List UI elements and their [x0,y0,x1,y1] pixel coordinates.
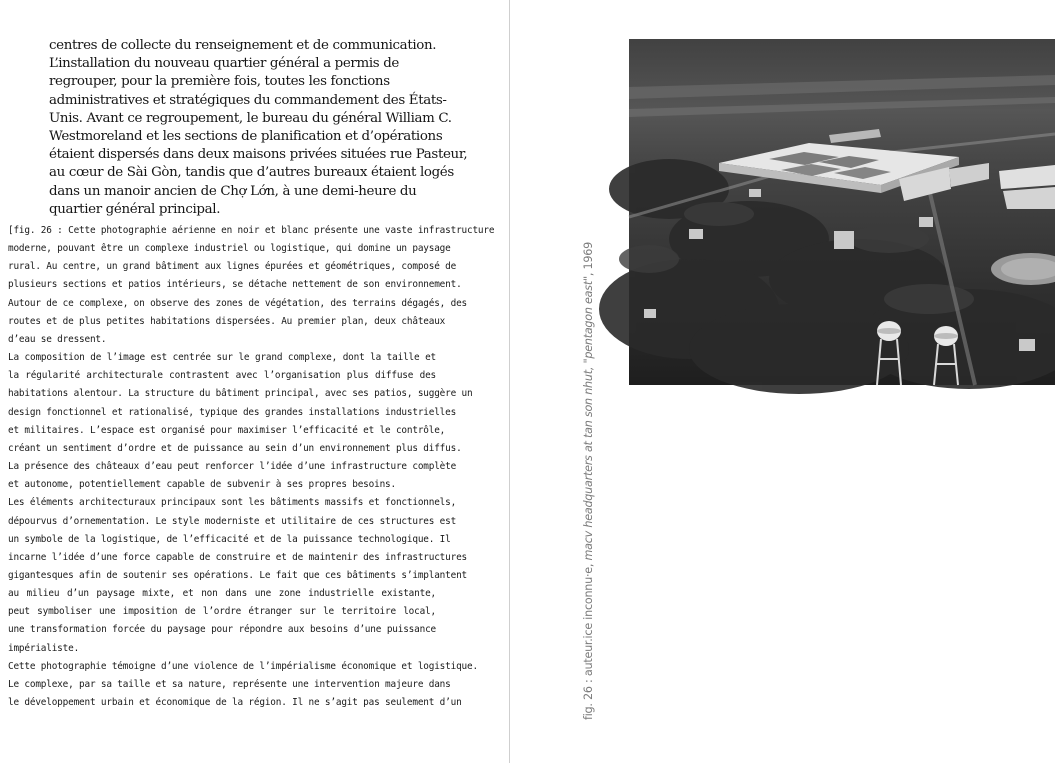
description-line: habitations alentour. La structure du bâtiment principal, avec ses patios, suggère un [8,388,473,400]
caption-prefix: fig. 26 : auteur.ice inconnu·e, [582,560,595,720]
body-line: étaient dispersés dans deux maisons privées situées rue Pasteur, [49,147,468,163]
description-line: et autonome, potentiellement capable de subvenir à ses propres besoins. [8,479,396,491]
body-line: Westmoreland et les sections de planification et d’opérations [49,129,443,145]
description-line: Cette photographie témoigne d’une violence de l’impérialisme économique et logistique. [8,660,478,672]
figure-caption [576,242,602,720]
caption-year: , 1969 [582,242,595,277]
description-line: au milieu d’un paysage mixte, et non dans une zone industrielle existante, [8,588,436,600]
aerial-photograph [629,39,1055,385]
body-line: quartier général principal. [49,201,221,217]
description-line: plusieurs sections et patios intérieurs, se détache nettement de son environnement. [8,279,462,291]
description-line: La présence des châteaux d’eau peut renforcer l’idée d’une infrastructure complète [8,461,457,473]
description-line: Les éléments architecturaux principaux sont les bâtiments massifs et fonctionnels, [8,497,457,509]
body-line: au cœur de Sài Gòn, tandis que d’autres bureaux étaient logés [49,165,454,181]
body-line: Unis. Avant ce regroupement, le bureau du général William C. [49,110,452,126]
body-line: centres de collecte du renseignement et de communication. [49,38,437,53]
description-line: dépourvus d’ornementation. Le style moderniste et utilitaire de ces structures est [8,515,457,527]
description-line: la régularité architecturale contrastent avec l’organisation plus diffuse des [8,370,436,382]
description-line: un symbole de la logistique, de l’efficacité et de la puissance technologique. Il [8,533,451,545]
description-line: gigantesques afin de soutenir ses opérations. Le fait que ces bâtiments s’implantent [8,569,467,581]
description-line: impérialiste. [8,642,80,654]
description-line: Autour de ce complexe, on observe des zones de végétation, des terrains dégagés, des [8,297,467,309]
description-line: créant un sentiment d’ordre et de puissance au sein d’un environnement plus diffus. [8,442,462,454]
description-line: Le complexe, par sa taille et sa nature, représente une intervention majeure dans [8,678,451,690]
body-line: L’installation du nouveau quartier général a permis de [49,56,399,72]
description-line: La composition de l’image est centrée sur le grand complexe, dont la taille et [8,352,436,364]
body-line: dans un manoir ancien de Chợ Lớn, à une demi-heure du [49,183,417,199]
description-line: design fonctionnel et rationalisé, typique des grandes installations industrielles [8,406,457,418]
description-line: routes et de plus petites habitations dispersées. Au premier plan, deux châteaux [8,315,446,327]
body-paragraph [49,37,468,219]
description-line: rural. Au centre, un grand bâtiment aux lignes épurées et géométriques, composé de [8,261,457,273]
caption-title: macv headquarters at tan son nhut, "pentagon east" [582,276,595,561]
page-gutter [509,0,510,763]
description-line: d’eau se dressent. [8,333,107,345]
description-line: une transformation forcée du paysage pour répondre aux besoins d’une puissance [8,624,436,636]
body-line: administratives et stratégiques du commandement des États- [49,92,447,108]
body-line: regrouper, pour la première fois, toutes les fonctions [49,74,390,90]
description-line: moderne, pouvant être un complexe industriel ou logistique, qui domine un paysage [8,243,451,255]
caption-text [576,242,602,720]
description-line: et militaires. L’espace est organisé pour maximiser l’efficacité et le contrôle, [8,424,446,436]
description-line: peut symboliser une imposition de l’ordre étranger sur le territoire local, [8,606,436,618]
description-line: [fig. 26 : Cette photographie aérienne en noir et blanc présente une vaste infrastructure [8,225,495,236]
figure-description [8,222,495,712]
description-line: incarne l’idée d’une force capable de construire et de maintenir des infrastructures [8,551,467,563]
description-line: le développement urbain et économique de la région. Il ne s’agit pas seulement d’un [8,697,462,709]
